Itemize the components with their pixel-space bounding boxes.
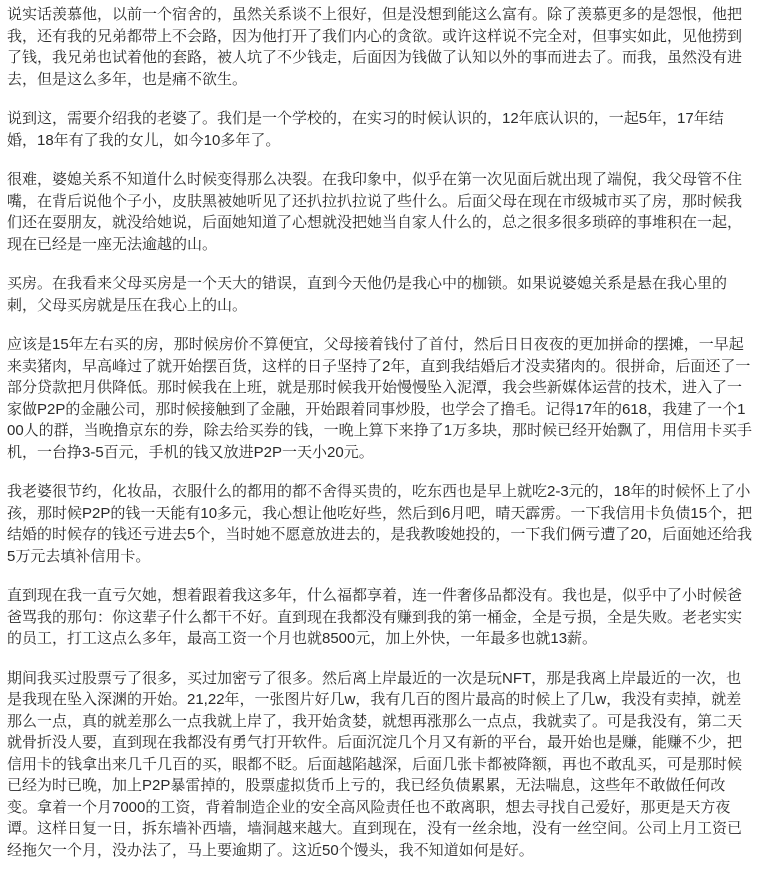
- paragraph-2: 说到这，需要介绍我的老婆了。我们是一个学校的，在实习的时候认识的，12年底认识的，一起5年，17年结婚，18年有了我的女儿，如今10多年了。: [7, 110, 724, 149]
- paragraph-8: 期间我买过股票亏了很多，买过加密亏了很多。然后离上岸最近的一次是玩NFT，那是我离上岸最近的一次，也是我现在坠入深渊的开始。21,22年，一张图片好几w，我有几百的图片最高的时候上了几w，我没有卖掉，就差那么一点，真的就差那么一点我就上岸了，我开始贪婪，就想再涨那么一点点，我就卖了。可是我没有，第二天就骨折没人要，直到现在我都没有勇气打开软件。后面沉淀几个月又有新的平台，最开始也是赚，能赚不少，把信用卡的钱拿出来几千几百的买，眼都不眨。后面越陷越深，后面几张卡都被降额，再也不敢乱买，可是那时候已经为时已晚，加上P2P暴雷掉的，股票虚拟货币上亏的，我已经负债累累，无法喘息，这些年不敢做任何改变。拿着一个月7000的工资，背着制造企业的安全高风险责任也不敢离职，想去寻找自己爱好，那更是天方夜谭。这样日复一日，拆东墙补西墙，墙洞越来越大。直到现在，没有一丝余地，没有一丝空间。公司上月工资已经拖欠一个月，没办法了，马上要逾期了。这近50个馒头，我不知道如何是好。: [7, 669, 743, 859]
- paragraph-5: 应该是15年左右买的房，那时候房价不算便宜，父母接着钱付了首付，然后日日夜夜的更加拼命的摆摊，一早起来卖猪肉，早高峰过了就开始摆百货，这样的日子坚持了2年，直到我结婚后才没卖猪肉的。很拼命，后面还了一部分贷款把月供降低。那时候我在上班，就是那时候我开始慢慢坠入泥潭，我会些新媒体运营的技术，进入了一家做P2P的金融公司，那时候接触到了金融，开始跟着同事炒股，也学会了撸毛。记得17年的618，我建了一个100人的群，当晚撸京东的券，除去给买券的钱，一晚上算下来挣了1万多块，那时候已经开始飘了，用信用卡买手机，一台挣3-5百元，手机的钱又放进P2P一天小20元。: [7, 336, 753, 461]
- paragraph-7: 直到现在我一直亏欠她，想着跟着我这多年，什么福都享着，连一件奢侈品都没有。我也是，似乎中了小时候爸爸骂我的那句：你这辈子什么都干不好。直到现在我都没有赚到我的第一桶金，全是亏损，全是失败。老老实实的员工，打工这点么多年，最高工资一个月也就8500元，加上外快，一年最多也就13薪。: [7, 587, 743, 647]
- paragraph-1: 说实话羡慕他，以前一个宿舍的，虽然关系谈不上很好，但是没想到能这么富有。除了羡慕更多的是怨恨，他把我，还有我的兄弟都带上不会路，因为他打开了我们内心的贪欲。或许这样说不完全对，但事实如此，见他捞到了钱，我兄弟也试着他的套路，被人坑了不少钱走，后面因为钱做了认知以外的事而进去了。而我，虽然没有进去，但是这么多年，也是痛不欲生。: [7, 6, 743, 88]
- paragraph-3: 很难，婆媳关系不知道什么时候变得那么决裂。在我印象中，似乎在第一次见面后就出现了端倪，我父母管不住嘴，在背后说他个子小，皮肤黑被她听见了还扒拉扒拉说了些什么。后面父母在现在市级城市买了房，那时候我们还在耍朋友，就没给她说，后面她知道了心想就没把她当自家人什么的，总之很多很多琐碎的事堆积在一起，现在已经是一座无法逾越的山。: [7, 171, 743, 253]
- paragraph-4: 买房。在我看来父母买房是一个天大的错误，直到今天他仍是我心中的枷锁。如果说婆媳关系是悬在我心里的刺，父母买房就是压在我心上的山。: [7, 275, 728, 314]
- paragraph-6: 我老婆很节约，化妆品，衣服什么的都用的都不舍得买贵的，吃东西也是早上就吃2-3元的，18年的时候怀上了小孩，那时候P2P的钱一天能有10多元，我心想让他吃好些，然后到6月吧，晴天霹雳。一下我信用卡负债15个，把结婚的时候存的钱还亏进去5个，当时她不愿意放进去的，是我教唆她投的，一下我们俩亏遭了20，后面她还给我5万元去填补信用卡。: [7, 483, 753, 565]
